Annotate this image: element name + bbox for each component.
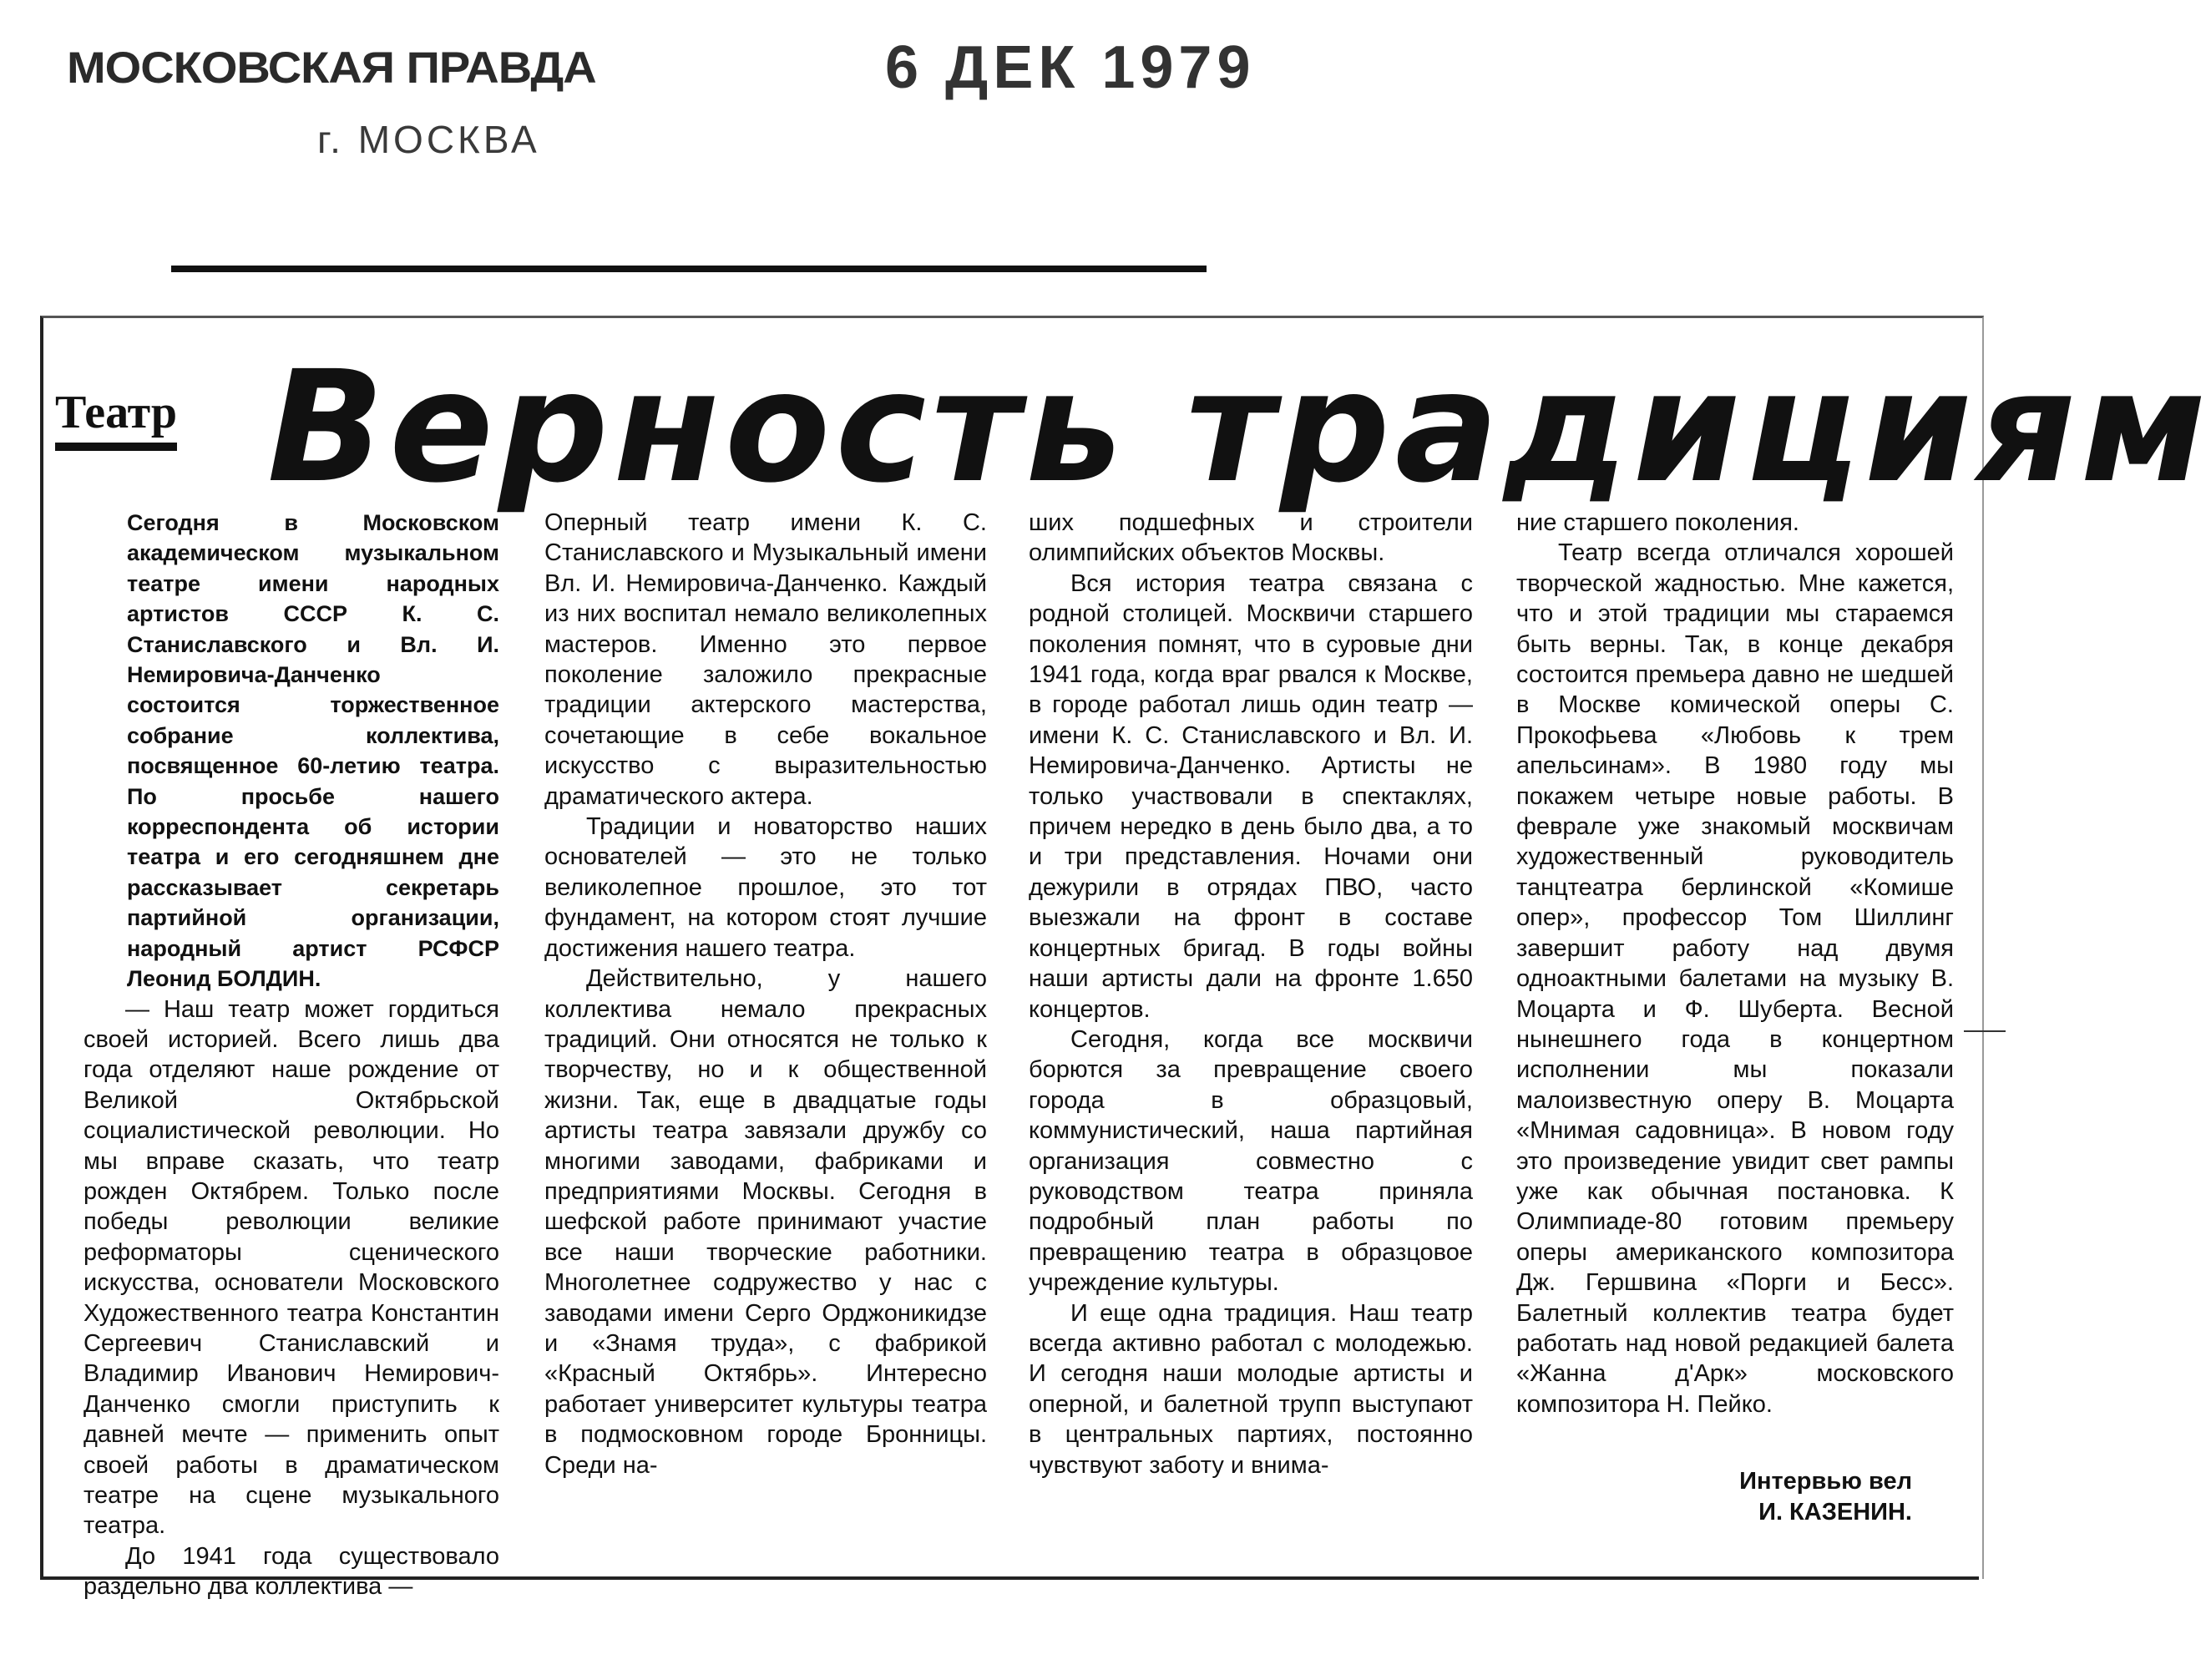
paragraph: — Наш театр может гордиться своей историей. Всего лишь два года отделяют наше рождение от Великой Октябрьской социалистической революции. Но мы вправе сказать, что театр рожден Октябрем. Только после победы революции великие реформаторы сценического искусства, основатели Московского Художественного театра Константин Сергеевич Станиславский и Владимир Иванович Немирович-Данченко смогли приступить к давней мечте — применить опыт своей работы в драматическом театре на сцене музыкального театра. — [83, 995, 499, 1540]
signature-label: Интервью вел — [1739, 1468, 1912, 1495]
paragraph: Действительно, у нашего коллектива немало прекрасных традиций. Они относятся не только к творчеству, но и к общественной жизни. Так, еще в двадцатые годы артисты театра завязали дружбу со многими заводами, фабриками и предприятиями Москвы. Сегодня в шефской работе принимают участие все наши творческие работники. Многолетнее содружество у нас с заводами имени Серго Орджоникидзе и «Знамя труда», с фабрикой «Красный Октябрь». Интересно работает университет культуры театра в подмосковном городе Бронницы. Среди на- — [544, 965, 987, 1479]
top-rule — [171, 266, 1207, 272]
column-4 — [1516, 508, 1954, 1527]
paragraph: ших подшефных и строители олимпийских объектов Москвы. — [1029, 509, 1473, 567]
paragraph: Театр всегда отличался хорошей творческой жадностью. Мне кажется, что и этой традиции мы стараемся быть верны. Так, в конце декабря состоится премьера давно не шедшей в Москве комической оперы С. Прокофьева «Любовь к трем апельсинам». В 1980 году мы покажем четыре новые работы. В феврале уже знакомый москвичам художественный руководитель танцтеатра берлинской «Комише опер», профессор Том Шиллинг завершит работу над двумя одноактными балетами на музыку В. Моцарта и Ф. Шуберта. Весной нынешнего года в концертном исполнении мы показали малоизвестную оперу В. Моцарта «Мнимая садовница». В новом году это произведение увидит свет рампы уже как обычная постановка. К Олимпиаде-80 готовим премьеру оперы американского композитора Дж. Гершвина «Порги и Бесс». Балетный коллектив театра будет работать над новой редакцией балета «Жанна д'Арк» московского композитора Н. Пейко. — [1516, 539, 1954, 1418]
paragraph: Сегодня, когда все москвичи борются за превращение своего города в образцовый, коммунистический, наша партийная организация совместно с руководством театра приняла подробный план работы по превращению театра в образцовое учреждение культуры. — [1029, 1025, 1473, 1297]
paragraph: Традиции и новаторство наших основателей — это не только великолепное прошлое, это тот фундамент, на котором стоят лучшие достижения нашего театра. — [544, 813, 987, 962]
column-1 — [83, 508, 499, 1602]
signature-name: И. КАЗЕНИН. — [1758, 1498, 1912, 1526]
signature — [1516, 1466, 1954, 1527]
paragraph: Вся история театра связана с родной столицей. Москвичи старшего поколения помнят, что в суровые дни 1941 года, когда враг рвался к Москве, в городе работал лишь один театр — имени К. С. Станиславского и Вл. И. Немировича-Данченко. Артисты не только участвовали в спектаклях, причем нередко в день было два, а то и три представления. Ночами они дежурили в отрядах ПВО, часто выезжали на фронт в составе концертных бригад. В годы войны наши артисты дали на фронте 1.650 концертов. — [1029, 569, 1473, 1023]
column-2 — [544, 508, 987, 1480]
paragraph: ние старшего поколения. — [1516, 509, 1799, 536]
margin-mark — [1964, 1030, 2006, 1032]
date-stamp: 6 ДЕК 1979 — [885, 34, 1256, 101]
paragraph: Оперный театр имени К. С. Станиславского и Музыкальный имени Вл. И. Немировича-Данченко. Каждый из них воспитал немало великолепных мастеров. Именно это первое поколение заложило прекрасные традиции актерского мастерства, сочетающие в себе вокальное искусство с выразительностью драматического актера. — [544, 509, 987, 810]
newspaper-stamp: МОСКОВСКАЯ ПРАВДА — [67, 42, 596, 93]
paragraph: До 1941 года существовало раздельно два коллектива — — [83, 1542, 499, 1601]
article-headline: Верность традициям — [267, 338, 2211, 517]
city-stamp: г. МОСКВА — [317, 118, 540, 161]
column-3 — [1029, 508, 1473, 1480]
article-lead: Сегодня в Московском академическом музыкальном театре имени народных артистов СССР К. С. Станиславского и Вл. И. Немировича-Данченко состоится торжественное собрание коллектива, посвященное 60-летию театра. По просьбе нашего корреспондента об истории театра и его сегодняшнем дне рассказывает секретарь партийной организации, народный артист РСФСР Леонид БОЛДИН. — [127, 510, 499, 992]
section-label: Театр — [55, 386, 177, 451]
paragraph: И еще одна традиция. Наш театр всегда активно работал с молодежью. И сегодня наши молодые артисты и оперной, и балетной трупп выступают в центральных партиях, постоянно чувствуют заботу и внима- — [1029, 1299, 1473, 1479]
